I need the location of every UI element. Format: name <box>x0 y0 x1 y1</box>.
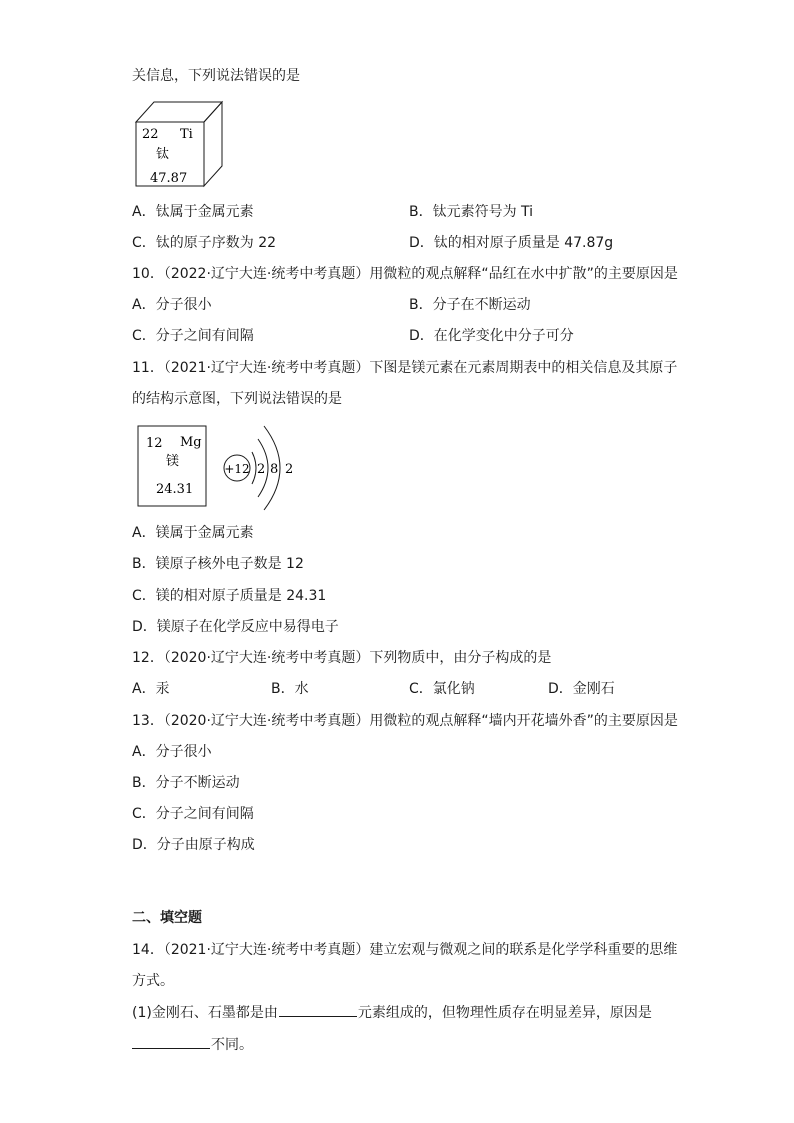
ti-atomic-number: 22 <box>142 127 159 142</box>
q11-stem-line2: 的结构示意图，下列说法错误的是 <box>132 391 342 407</box>
q9-option-b: B．钛元素符号为 Ti <box>409 204 534 220</box>
q9-option-c: C．钛的原子序数为 22 <box>132 235 277 251</box>
q14-stem-line1: 14．（2021·辽宁大连·统考中考真题）建立宏观与微观之间的联系是化学学科重要的思维 <box>132 942 678 958</box>
q12-option-d: D．金刚石 <box>548 681 615 697</box>
q13-option-c: C．分子之间有间隔 <box>132 806 254 822</box>
ti-name: 钛 <box>156 147 170 162</box>
mg-shell-2-count: 8 <box>270 462 279 477</box>
q11-option-b: B．镁原子核外电子数是 12 <box>132 556 304 572</box>
q13-stem: 13．（2020·辽宁大连·统考中考真题）用微粒的观点解释“墙内开花墙外香”的主要原因是 <box>132 713 678 729</box>
q11-option-d: D．镁原子在化学反应中易得电子 <box>132 619 339 635</box>
mg-name: 镁 <box>166 454 180 469</box>
q12-option-b: B．水 <box>271 681 309 697</box>
q12-stem: 12．（2020·辽宁大连·统考中考真题）下列物质中，由分子构成的是 <box>132 650 552 666</box>
q14-sub1-part1: (1)金刚石、石墨都是由 <box>132 1005 278 1021</box>
mg-atomic-mass: 24.31 <box>156 482 194 497</box>
section-fill-in-title: 二、填空题 <box>132 910 202 926</box>
q13-option-d: D．分子由原子构成 <box>132 837 255 853</box>
mg-shell-1-count: 2 <box>257 462 266 477</box>
q14-sub1-part3: 不同。 <box>211 1037 253 1053</box>
q14-stem-line2: 方式。 <box>132 973 174 989</box>
q14-sub1-part2: 元素组成的，但物理性质存在明显差异，原因是 <box>357 1005 652 1021</box>
mg-atomic-number: 12 <box>146 436 163 451</box>
q12-option-a: A．汞 <box>132 681 170 697</box>
q11-stem-line1: 11．（2021·辽宁大连·统考中考真题）下图是镁元素在元素周期表中的相关信息及其原子 <box>132 360 678 376</box>
q10-option-c: C．分子之间有间隔 <box>132 328 254 344</box>
q9-stem-tail: 关信息，下列说法错误的是 <box>132 68 300 84</box>
mg-shell-3-count: 2 <box>285 462 294 477</box>
mg-nucleus-charge: +12 <box>224 462 250 476</box>
q14-sub1-line2 <box>132 1034 253 1055</box>
mg-shell-1-arc <box>252 452 256 484</box>
q10-option-d: D．在化学变化中分子可分 <box>409 328 574 344</box>
q11-option-a: A．镁属于金属元素 <box>132 525 254 541</box>
q10-option-b: B．分子在不断运动 <box>409 297 531 313</box>
q9-option-d: D．钛的相对原子质量是 47.87g <box>409 235 614 251</box>
q12-option-c: C．氯化钠 <box>409 681 475 697</box>
ti-symbol: Ti <box>180 127 193 142</box>
mg-figure <box>136 422 306 512</box>
q10-stem: 10．（2022·辽宁大连·统考中考真题）用微粒的观点解释“品红在水中扩散”的主要原因是 <box>132 266 678 282</box>
q11-option-c: C．镁的相对原子质量是 24.31 <box>132 588 327 604</box>
q10-option-a: A．分子很小 <box>132 297 212 313</box>
ti-atomic-mass: 47.87 <box>150 171 188 186</box>
q13-option-a: A．分子很小 <box>132 744 212 760</box>
mg-symbol: Mg <box>180 435 202 450</box>
q9-option-a: A．钛属于金属元素 <box>132 204 254 220</box>
q14-answer-blank-1[interactable] <box>279 1002 357 1017</box>
q14-sub1-line1 <box>132 1002 652 1023</box>
q13-option-b: B．分子不断运动 <box>132 775 240 791</box>
ti-element-card <box>134 100 224 190</box>
q14-answer-blank-2[interactable] <box>132 1034 210 1049</box>
